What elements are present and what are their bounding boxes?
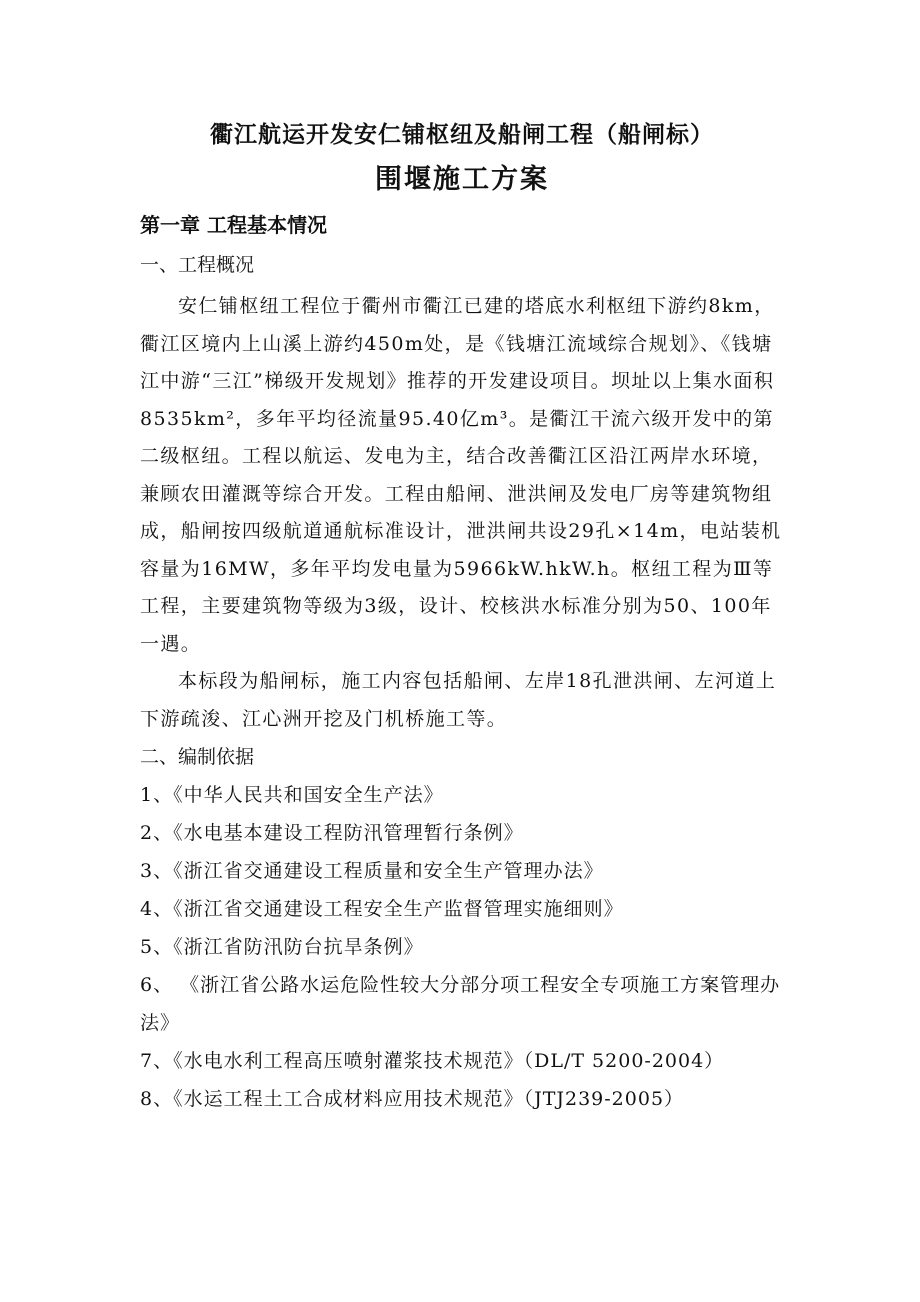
section-heading-overview: 一、工程概况: [140, 254, 255, 276]
list-item: 7、《水电水利工程高压喷射灌浆技术规范》（DL/T 5200-2004）: [140, 1050, 725, 1072]
list-item: 3、《浙江省交通建设工程质量和安全生产管理办法》: [140, 860, 604, 882]
list-item: 5、《浙江省防汛防台抗旱条例》: [140, 936, 424, 958]
document-subtitle: 围堰施工方案: [375, 164, 549, 195]
list-item: 6、 《浙江省公路水运危险性较大分部分项工程安全专项施工方案管理办法》: [140, 974, 781, 1034]
list-item: 4、《浙江省交通建设工程安全生产监督管理实施细则》: [140, 898, 624, 920]
list-item: 2、《水电基本建设工程防汛管理暂行条例》: [140, 822, 524, 844]
document-title: 衢江航运开发安仁铺枢纽及船闸工程（船闸标）: [210, 121, 714, 148]
chapter-heading: 第一章 工程基本情况: [140, 213, 327, 237]
overview-paragraph: 安仁铺枢纽工程位于衢州市衢江已建的塔底水利枢纽下游约8km，衢江区境内上山溪上游约450m处，是《钱塘江流域综合规划》、《钱塘江中游“三江”梯级开发规划》推荐的开发建设项目。坝址以上集水面积8535km²，多年平均径流量95.40亿m³。是衢江干流六级开发中的第二级枢纽。工程以航运、发电为主，结合改善衢江区沿江两岸水环境，兼顾农田灌溉等综合开发。工程由船闸、泄洪闸及发电厂房等建筑物组成，船闸按四级航道通航标准设计，泄洪闸共设29孔×14m，电站装机容量为16MW，多年平均发电量为5966kW.hkW.h。枢纽工程为Ⅲ等工程，主要建筑物等级为3级，设计、校核洪水标准分别为50、100年一遇。: [140, 295, 782, 655]
section-heading-basis: 二、编制依据: [140, 746, 255, 768]
list-item: 8、《水运工程土工合成材料应用技术规范》（JTJ239-2005）: [140, 1088, 685, 1110]
list-item: 1、《中华人民共和国安全生产法》: [140, 784, 444, 806]
scope-paragraph: 本标段为船闸标，施工内容包括船闸、左岸18孔泄洪闸、左河道上下游疏浚、江心洲开挖及门机桥施工等。: [140, 670, 777, 730]
basis-list: [140, 776, 784, 1118]
